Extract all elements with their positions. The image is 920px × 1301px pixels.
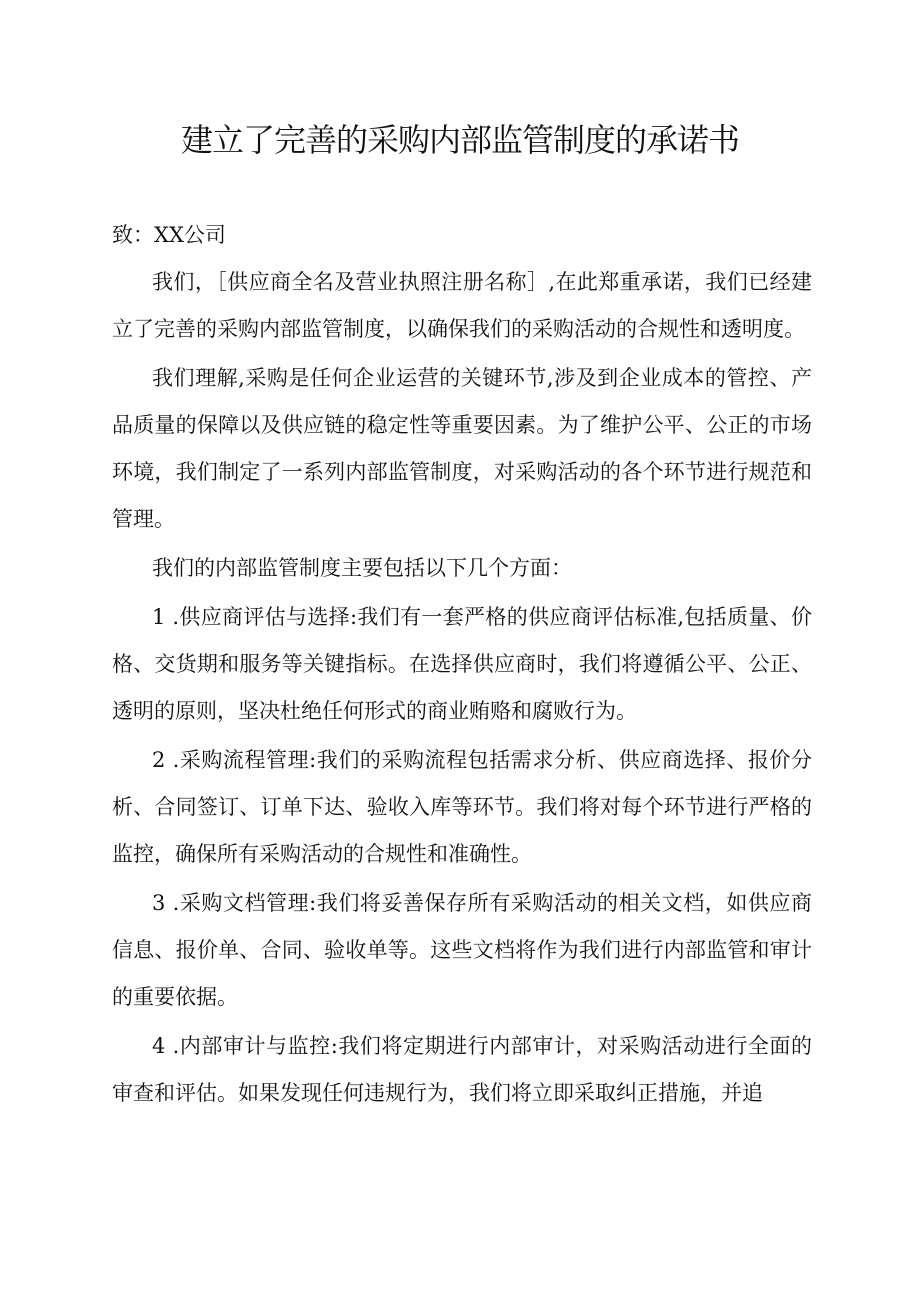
list-item-document-management: 3 .采购文档管理:我们将妥善保存所有采购活动的相关文档，如供应商信息、报价单、合同、验收单等。这些文档将作为我们进行内部监管和审计的重要依据。 [112, 891, 812, 1009]
list-item-supplier-evaluation: 1 .供应商评估与选择:我们有一套严格的供应商评估标准,包括质量、价格、交货期和服务等关键指标。在选择供应商时，我们将遵循公平、公正、透明的原则，坚决杜绝任何形式的商业贿赂和腐败行为。 [112, 605, 812, 723]
paragraph-understanding: 我们理解,采购是任何企业运营的关键环节,涉及到企业成本的管控、产品质量的保障以及供应链的稳定性等重要因素。为了维护公平、公正的市场环境，我们制定了一系列内部监管制度，对采购活动的各个环节进行规范和管理。 [112, 366, 812, 531]
paragraph-commitment: 我们，［供应商全名及营业执照注册名称］,在此郑重承诺，我们已经建立了完善的采购内部监管制度，以确保我们的采购活动的合规性和透明度。 [112, 270, 812, 341]
paragraph-intro-list: 我们的内部监管制度主要包括以下几个方面： [152, 556, 572, 580]
list-item-procurement-process: 2 .采购流程管理:我们的采购流程包括需求分析、供应商选择、报价分析、合同签订、订单下达、验收入库等环节。我们将对每个环节进行严格的监控，确保所有采购活动的合规性和准确性。 [112, 748, 812, 866]
list-item-internal-audit: 4 .内部审计与监控:我们将定期进行内部审计，对采购活动进行全面的审查和评估。如果发现任何违规行为，我们将立即采取纠正措施，并追 [112, 1034, 812, 1105]
addressee-line: 致：XX公司 [112, 223, 226, 247]
document-title: 建立了完善的采购内部监管制度的承诺书 [180, 121, 739, 159]
document-body [112, 212, 812, 1117]
